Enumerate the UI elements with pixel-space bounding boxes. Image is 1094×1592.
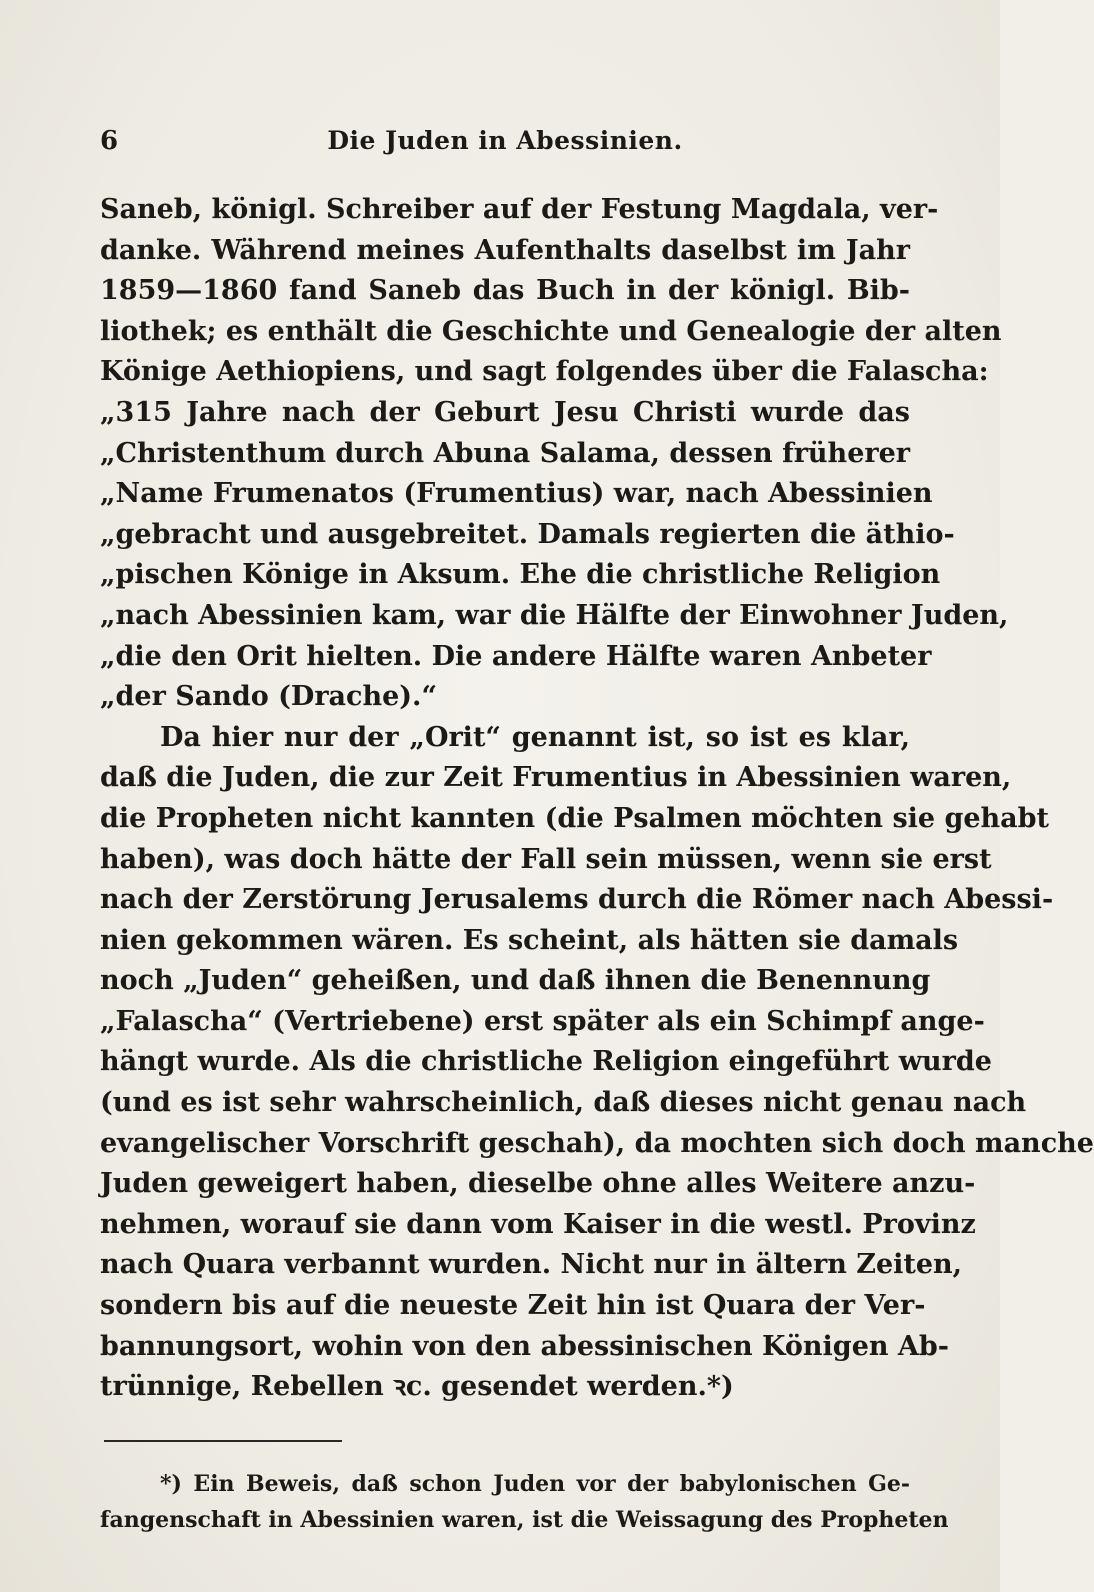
text-line: (und es ist sehr wahrscheinlich, daß dieses nicht genau nach: [100, 1087, 1027, 1119]
text-line: die Propheten nicht kannten (die Psalmen möchten sie gehabt: [100, 802, 1050, 834]
text-line: Juden geweigert haben, dieselbe ohne alles Weitere anzu-: [100, 1168, 976, 1200]
text-line: danke. Während meines Aufenthalts daselbst im Jahr: [100, 234, 910, 266]
text-line: Da hier nur der „Orit“ genannt ist, so ist es klar,: [160, 721, 910, 753]
footnote-line: *) Ein Beweis, daß schon Juden vor der babylonischen Ge-: [160, 1471, 910, 1497]
text-line: daß die Juden, die zur Zeit Frumentius in Abessinien waren,: [100, 762, 1012, 794]
text-line: liothek; es enthält die Geschichte und Genealogie der alten: [100, 315, 1002, 347]
footnote-line: fangenschaft in Abessinien waren, ist die Weissagung des Propheten: [100, 1507, 949, 1533]
text-line: 1859—1860 fand Saneb das Buch in der königl. Bib-: [100, 275, 910, 307]
text-line: „die den Orit hielten. Die andere Hälfte waren Anbeter: [100, 640, 932, 672]
text-line: sondern bis auf die neueste Zeit hin ist Quara der Ver-: [100, 1290, 926, 1322]
text-line: hängt wurde. Als die christliche Religion eingeführt wurde: [100, 1046, 992, 1078]
text-line: „nach Abessinien kam, war die Hälfte der Einwohner Juden,: [100, 599, 1009, 631]
text-line: „315 Jahre nach der Geburt Jesu Christi wurde das: [100, 396, 910, 428]
text-line: bannungsort, wohin von den abessinischen Königen Ab-: [100, 1330, 949, 1362]
page-header: [100, 126, 910, 166]
text-line: Könige Aethiopiens, und sagt folgendes über die Falascha:: [100, 356, 989, 388]
text-line: Saneb, königl. Schreiber auf der Festung Magdala, ver-: [100, 194, 939, 225]
text-line: trünnige, Rebellen ꝛc. gesendet werden.*): [100, 1371, 734, 1403]
text-line: noch „Juden“ geheißen, und daß ihnen die Benennung: [100, 965, 931, 997]
text-line: nien gekommen wären. Es scheint, als hätten sie damals: [100, 924, 959, 956]
main-text: [100, 190, 1094, 1408]
text-line: evangelischer Vorschrift geschah), da mochten sich doch manche: [100, 1127, 1094, 1159]
text-line: nach der Zerstörung Jerusalems durch die Römer nach Abessi-: [100, 884, 1054, 916]
text-line: „Falascha“ (Vertriebene) erst später als ein Schimpf ange-: [100, 1005, 985, 1037]
text-line: „Name Frumenatos (Frumentius) war, nach Abessinien: [100, 478, 933, 510]
text-line: „der Sando (Drache).“: [100, 681, 437, 713]
text-line: nehmen, worauf sie dann vom Kaiser in die westl. Provinz: [100, 1208, 976, 1240]
text-line: „pischen Könige in Aksum. Ehe die christliche Religion: [100, 559, 941, 591]
footnote: [100, 1466, 949, 1538]
page-number: 6: [100, 126, 119, 156]
text-line: „gebracht und ausgebreitet. Damals regierten die äthio-: [100, 518, 955, 550]
text-line: haben), was doch hätte der Fall sein müssen, wenn sie erst: [100, 843, 992, 875]
text-line: „Christenthum durch Abuna Salama, dessen früherer: [100, 437, 910, 469]
footnote-divider: [104, 1440, 342, 1442]
text-line: nach Quara verbannt wurden. Nicht nur in ältern Zeiten,: [100, 1249, 963, 1281]
running-title: Die Juden in Abessinien.: [327, 126, 683, 155]
